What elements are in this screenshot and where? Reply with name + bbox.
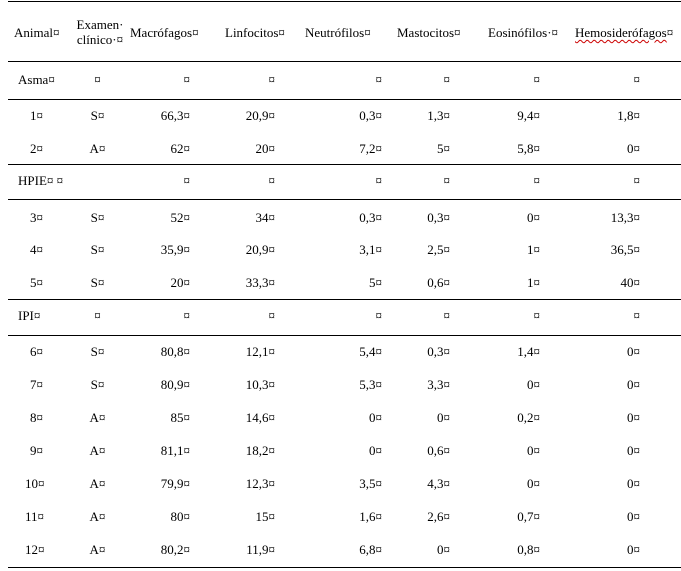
- cell-hemosiderofagos: 0¤: [627, 410, 640, 425]
- cell-hemosiderofagos: 0¤: [627, 476, 640, 491]
- header-linfocitos: Linfocitos¤: [225, 25, 285, 40]
- cell-animal: 1¤: [30, 108, 43, 123]
- cell-neutrofilos: 3,5¤: [359, 476, 382, 491]
- cell-neutrofilos: 0,3¤: [359, 210, 382, 225]
- cell-animal: 5¤: [30, 275, 43, 290]
- cell-exam: S¤: [90, 108, 105, 123]
- header-macrofagos: Macrófagos¤: [130, 25, 199, 40]
- cell-exam: A¤: [89, 410, 106, 425]
- cell-eosinofilos: 1,4¤: [517, 344, 540, 359]
- cell-animal: 12¤: [25, 542, 45, 557]
- table-row: [0, 474, 681, 494]
- cell-eosinofilos: 0¤: [527, 476, 540, 491]
- cell-exam: A¤: [89, 443, 106, 458]
- cell-macrofagos: 66,3¤: [160, 108, 190, 123]
- cell-neutrofilos: 3,1¤: [359, 242, 382, 257]
- cell-eosinofilos: 0¤: [527, 443, 540, 458]
- cell-eosinofilos: 9,4¤: [517, 108, 540, 123]
- placeholder: ¤: [633, 308, 640, 323]
- cell-exam: A¤: [89, 476, 106, 491]
- cell-neutrofilos: 0,3¤: [359, 108, 382, 123]
- header-eosinofilos: Eosinófilos·¤: [488, 25, 559, 40]
- cell-mastocitos: 0¤: [437, 410, 450, 425]
- cell-hemosiderofagos: 0¤: [627, 443, 640, 458]
- group-asma-rule: [8, 99, 681, 100]
- table-row: [0, 208, 681, 228]
- group-hpie-sub-rule: [8, 199, 681, 200]
- header-hemosiderofagos: [575, 23, 681, 43]
- table-row: [0, 106, 681, 126]
- cell-animal: 4¤: [30, 242, 43, 257]
- placeholder: ¤: [268, 173, 275, 188]
- header-mastocitos: Mastocitos¤: [397, 25, 461, 40]
- cell-linfocitos: 14,6¤: [245, 410, 275, 425]
- table-row: [0, 540, 681, 560]
- cell-mastocitos: 1,3¤: [427, 108, 450, 123]
- cell-exam: S¤: [90, 377, 105, 392]
- table-top-rule: [8, 1, 681, 2]
- cell-macrofagos: 52¤: [170, 210, 190, 225]
- table-row: [0, 273, 681, 293]
- cell-neutrofilos: 0¤: [369, 410, 382, 425]
- cell-mastocitos: 0¤: [437, 542, 450, 557]
- cell-eosinofilos: 1¤: [527, 242, 540, 257]
- cell-neutrofilos: 0¤: [369, 443, 382, 458]
- cell-mastocitos: 0,3¤: [427, 344, 450, 359]
- table-row: [0, 507, 681, 527]
- cell-macrofagos: 80,2¤: [160, 542, 190, 557]
- cell-eosinofilos: 0¤: [527, 377, 540, 392]
- cell-hemosiderofagos: 1,8¤: [617, 108, 640, 123]
- cell-linfocitos: 12,3¤: [245, 476, 275, 491]
- group-ipi-sub-rule: [8, 335, 681, 336]
- placeholder: ¤: [533, 173, 540, 188]
- cell-linfocitos: 20,9¤: [245, 242, 275, 257]
- group-row-ipi: [0, 306, 681, 326]
- cell-hemosiderofagos: 36,5¤: [610, 242, 640, 257]
- cell-hemosiderofagos: 0¤: [627, 542, 640, 557]
- group-label-ipi: IPI¤: [18, 308, 41, 323]
- cell-macrofagos: 62¤: [170, 141, 190, 156]
- cell-eosinofilos: 1¤: [527, 275, 540, 290]
- cell-macrofagos: 80,8¤: [160, 344, 190, 359]
- cell-eosinofilos: 5,8¤: [517, 141, 540, 156]
- header-exam-line2: clínico·¤: [76, 32, 124, 47]
- table-row: [0, 240, 681, 260]
- placeholder: ¤: [94, 308, 101, 323]
- header-hemosiderofagos-mark: ¤: [666, 25, 674, 40]
- group-row-asma: [0, 70, 681, 90]
- cell-linfocitos: 10,3¤: [245, 377, 275, 392]
- placeholder: ¤: [533, 308, 540, 323]
- placeholder: ¤: [183, 72, 190, 87]
- cell-linfocitos: 34¤: [255, 210, 275, 225]
- cell-linfocitos: 20,9¤: [245, 108, 275, 123]
- placeholder: ¤: [533, 72, 540, 87]
- cell-exam: S¤: [90, 275, 105, 290]
- cell-hemosiderofagos: 0¤: [627, 344, 640, 359]
- cell-mastocitos: 4,3¤: [427, 476, 450, 491]
- cell-neutrofilos: 7,2¤: [359, 141, 382, 156]
- cell-linfocitos: 12,1¤: [245, 344, 275, 359]
- cell-animal: 8¤: [30, 410, 43, 425]
- cell-hemosiderofagos: 0¤: [627, 141, 640, 156]
- cell-linfocitos: 11,9¤: [246, 542, 275, 557]
- cell-animal: 9¤: [30, 443, 43, 458]
- cell-exam: S¤: [90, 210, 105, 225]
- placeholder: ¤: [375, 72, 382, 87]
- cell-mastocitos: 0,6¤: [427, 275, 450, 290]
- cell-animal: 3¤: [30, 210, 43, 225]
- cell-neutrofilos: 5,4¤: [359, 344, 382, 359]
- cell-macrofagos: 20¤: [170, 275, 190, 290]
- cell-mastocitos: 2,5¤: [427, 242, 450, 257]
- table-row: [0, 441, 681, 461]
- cell-mastocitos: 0,6¤: [427, 443, 450, 458]
- header-hemosiderofagos-word: Hemosiderófagos: [575, 25, 667, 40]
- group-row-hpie: [0, 171, 681, 191]
- cell-hemosiderofagos: 40¤: [620, 275, 640, 290]
- cell-hemosiderofagos: 0¤: [627, 509, 640, 524]
- cell-exam: A¤: [89, 509, 106, 524]
- table-row: [0, 342, 681, 362]
- cell-mastocitos: 0,3¤: [427, 210, 450, 225]
- group-label-hpie: HPIE¤ ¤: [18, 173, 64, 188]
- placeholder: ¤: [268, 72, 275, 87]
- cell-mastocitos: 2,6¤: [427, 509, 450, 524]
- header-exam: [70, 17, 130, 47]
- cell-animal: 10¤: [25, 476, 45, 491]
- cell-animal: 7¤: [30, 377, 43, 392]
- cell-macrofagos: 81,1¤: [160, 443, 190, 458]
- table-row: [0, 139, 681, 159]
- cell-macrofagos: 80¤: [170, 509, 190, 524]
- group-ipi-rule: [8, 299, 681, 300]
- cell-neutrofilos: 5,3¤: [359, 377, 382, 392]
- table-header-row: [0, 17, 681, 47]
- header-animal: Animal¤: [14, 25, 60, 40]
- placeholder: ¤: [375, 308, 382, 323]
- cell-neutrofilos: 1,6¤: [359, 509, 382, 524]
- placeholder: ¤: [443, 173, 450, 188]
- placeholder: ¤: [443, 72, 450, 87]
- cell-animal: 2¤: [30, 141, 43, 156]
- cell-exam: A¤: [89, 542, 106, 557]
- cell-exam: S¤: [90, 242, 105, 257]
- placeholder: ¤: [633, 72, 640, 87]
- header-exam-line1: Examen·: [76, 17, 124, 32]
- cell-mastocitos: 3,3¤: [427, 377, 450, 392]
- placeholder: ¤: [268, 308, 275, 323]
- table-row: [0, 375, 681, 395]
- cell-hemosiderofagos: 13,3¤: [610, 210, 640, 225]
- cell-linfocitos: 15¤: [255, 509, 275, 524]
- placeholder: ¤: [183, 173, 190, 188]
- cell-animal: 6¤: [30, 344, 43, 359]
- cell-macrofagos: 79,9¤: [160, 476, 190, 491]
- table-bottom-rule: [8, 567, 681, 568]
- header-rule: [8, 61, 681, 62]
- cell-linfocitos: 33,3¤: [245, 275, 275, 290]
- cell-linfocitos: 20¤: [255, 141, 275, 156]
- placeholder: ¤: [443, 308, 450, 323]
- placeholder: ¤: [633, 173, 640, 188]
- cell-macrofagos: 85¤: [170, 410, 190, 425]
- cell-exam: S¤: [90, 344, 105, 359]
- cell-neutrofilos: 5¤: [369, 275, 382, 290]
- cell-eosinofilos: 0¤: [527, 210, 540, 225]
- cell-eosinofilos: 0,8¤: [517, 542, 540, 557]
- group-label-asma: Asma¤: [18, 72, 55, 87]
- placeholder: ¤: [94, 72, 101, 87]
- table-row: [0, 408, 681, 428]
- cell-mastocitos: 5¤: [437, 141, 450, 156]
- cell-eosinofilos: 0,7¤: [517, 509, 540, 524]
- cell-animal: 11¤: [25, 509, 45, 524]
- cell-linfocitos: 18,2¤: [245, 443, 275, 458]
- cell-macrofagos: 35,9¤: [160, 242, 190, 257]
- cell-exam: A¤: [89, 141, 106, 156]
- cell-neutrofilos: 6,8¤: [359, 542, 382, 557]
- placeholder: ¤: [183, 308, 190, 323]
- header-neutrofilos: Neutrófilos¤: [305, 25, 371, 40]
- cell-hemosiderofagos: 0¤: [627, 377, 640, 392]
- placeholder: ¤: [375, 173, 382, 188]
- group-hpie-rule: [8, 164, 681, 165]
- cell-macrofagos: 80,9¤: [160, 377, 190, 392]
- cell-eosinofilos: 0,2¤: [517, 410, 540, 425]
